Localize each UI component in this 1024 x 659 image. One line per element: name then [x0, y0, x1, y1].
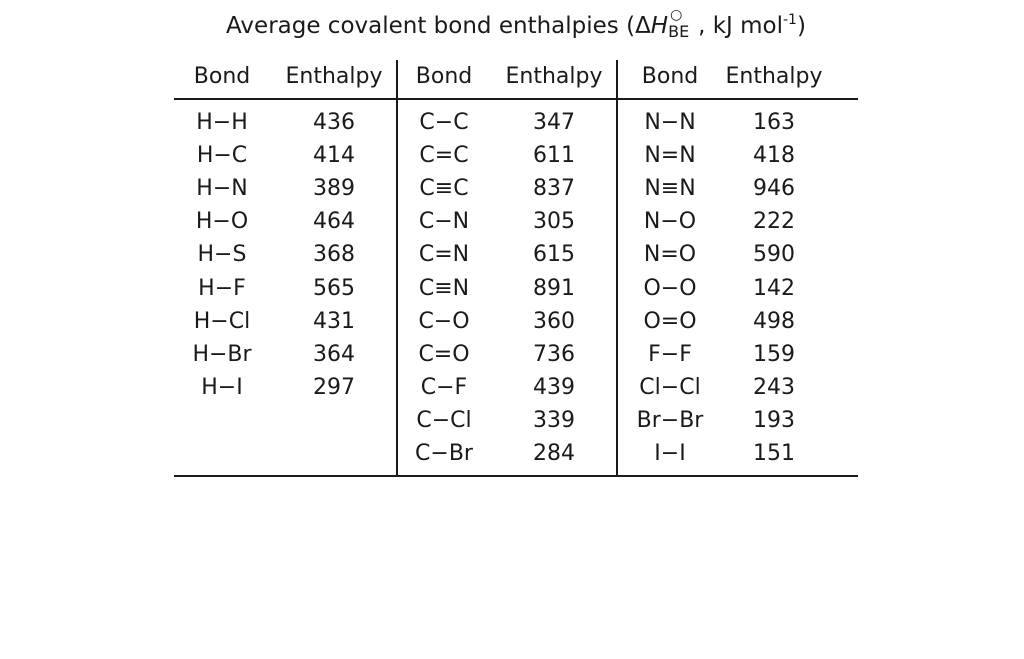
bond-cell: C=O: [418, 341, 470, 367]
caption-h: H: [650, 13, 669, 39]
caption-close: ): [796, 13, 806, 39]
header-bond: Bond: [193, 64, 251, 89]
caption-unit-exponent: -1: [783, 12, 797, 28]
bond-cell: I−I: [654, 441, 686, 466]
bond-cell: C−C: [419, 110, 469, 135]
enthalpy-cell: 736: [533, 341, 575, 367]
caption-text: Average covalent bond enthalpies (: [226, 13, 636, 39]
bond-cell: C−O: [418, 308, 470, 334]
enthalpy-cell: 389: [313, 176, 355, 202]
enthalpy-cell: 243: [753, 374, 795, 400]
enthalpy-cell: 347: [533, 110, 575, 135]
enthalpy-cell: 891: [533, 275, 575, 301]
bond-cell: C−Br: [415, 441, 473, 466]
enthalpy-cell: 611: [533, 143, 575, 169]
caption-delta: Δ: [635, 13, 651, 39]
enthalpy-cell: 297: [313, 374, 355, 400]
enthalpy-cell: 590: [753, 242, 795, 268]
enthalpy-cell: 439: [533, 374, 575, 400]
enthalpy-cell: 159: [753, 341, 795, 367]
header-enthalpy: Enthalpy: [725, 64, 823, 89]
caption-subscript: BE: [668, 22, 690, 41]
enthalpy-cell: 142: [753, 275, 795, 301]
header-bond: Bond: [641, 64, 699, 89]
enthalpy-cell: 946: [753, 176, 795, 202]
enthalpy-cell: 305: [533, 209, 575, 235]
bond-cell: C=C: [419, 143, 469, 169]
enthalpy-cell: 414: [313, 143, 355, 169]
enthalpy-cell: 431: [313, 308, 355, 334]
caption-standard-symbol: ○: [670, 7, 683, 23]
bond-cell: H−H: [196, 110, 248, 135]
enthalpy-cell: 360: [533, 308, 575, 334]
bond-cell: C−N: [418, 209, 470, 235]
bond-cell: H−S: [197, 242, 247, 268]
enthalpy-cell: 364: [313, 341, 355, 367]
enthalpy-cell: 193: [753, 407, 795, 433]
bond-cell: H−C: [196, 143, 248, 169]
enthalpy-cell: 163: [753, 110, 795, 135]
bond-cell: O−O: [643, 275, 697, 301]
enthalpy-cell: 436: [313, 110, 355, 135]
caption-supsub: [668, 7, 698, 41]
header-enthalpy: Enthalpy: [505, 64, 603, 89]
bond-cell: H−Cl: [193, 308, 251, 334]
bond-cell: F−F: [648, 341, 692, 367]
enthalpy-cell: 368: [313, 242, 355, 268]
enthalpy-cell: 498: [753, 308, 795, 334]
bond-cell: Cl−Cl: [639, 374, 701, 400]
header-bond: Bond: [415, 64, 473, 89]
bond-cell: N≡N: [644, 176, 696, 202]
bond-cell: N=N: [644, 143, 696, 169]
header-enthalpy: Enthalpy: [285, 64, 383, 89]
bond-cell: C−F: [420, 374, 468, 400]
enthalpy-cell: 464: [313, 209, 355, 235]
bond-cell: N−O: [643, 209, 697, 235]
bottom-rule: [174, 475, 858, 477]
bond-cell: N−N: [644, 110, 696, 135]
bond-cell: H−O: [195, 209, 249, 235]
bond-cell: H−F: [198, 275, 246, 301]
enthalpy-cell: 151: [753, 441, 795, 466]
bond-cell: N=O: [643, 242, 697, 268]
enthalpy-cell: 837: [533, 176, 575, 202]
enthalpy-cell: 284: [533, 441, 575, 466]
table-caption: [174, 7, 858, 41]
bond-cell: H−I: [201, 374, 243, 400]
bond-cell: C≡C: [419, 176, 469, 202]
bond-enthalpy-table: [174, 60, 858, 478]
enthalpy-cell: 418: [753, 143, 795, 169]
enthalpy-cell: 222: [753, 209, 795, 235]
bond-cell: C≡N: [418, 275, 470, 301]
enthalpy-cell: 339: [533, 407, 575, 433]
bond-cell: H−N: [196, 176, 248, 202]
enthalpy-cell: 615: [533, 242, 575, 268]
bond-cell: C−Cl: [416, 407, 472, 433]
bond-cell: O=O: [643, 308, 697, 334]
header-rule: [174, 98, 858, 100]
bond-cell: Br−Br: [636, 407, 704, 433]
enthalpy-cell: 565: [313, 275, 355, 301]
caption-units: , kJ mol: [698, 13, 783, 39]
bond-cell: C=N: [418, 242, 470, 268]
bond-cell: H−Br: [192, 341, 252, 367]
